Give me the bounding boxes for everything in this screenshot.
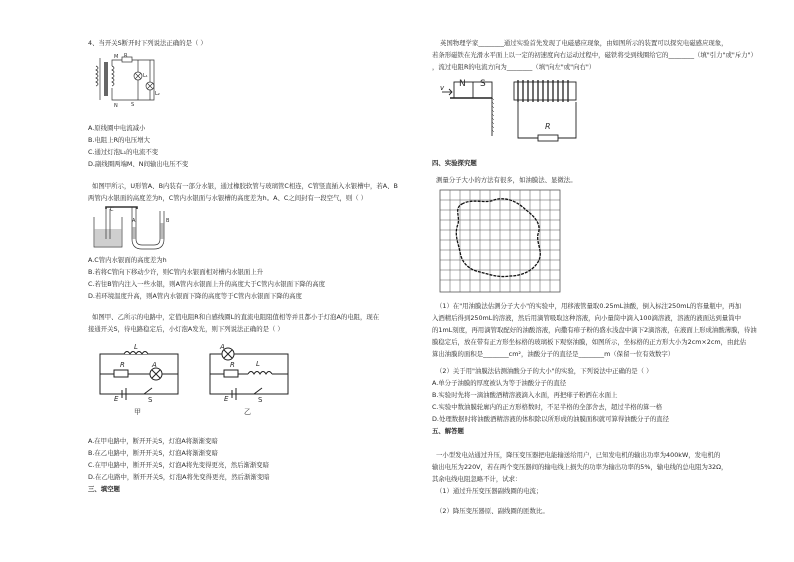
- fig-label-C: C: [110, 207, 114, 213]
- q4-stem: 4、当开关S断开时下列说法正确的是（ ）: [88, 39, 207, 47]
- fig-label-S: S: [131, 102, 135, 108]
- jia-label-L: L: [134, 343, 138, 351]
- section-5-heading: 五、解答题: [432, 427, 464, 435]
- oil-film-grid: [440, 190, 560, 292]
- q6-circuit-jia: [94, 344, 186, 404]
- q6-option-b: B.在乙电路中，断开开关S，灯泡A将渐渐变暗: [88, 449, 218, 457]
- exp1-line-2: 入酒精后得到250mL的溶液，然后用滴管吸取这种溶液，向小量筒中滴入100滴溶液，溶液的液面达到量筒中: [432, 314, 741, 322]
- fig-label-L1: L₁: [143, 73, 148, 79]
- problem-line-2: 输出电压为220V，若在两个变压器间的输电线上损失的功率为输出功率的5%，输电线的总电阻为32Ω，: [432, 463, 728, 471]
- problem-sub-2: （2）降压变压器原、副线圈的匝数比。: [436, 507, 549, 515]
- q4-transformer-figure: [92, 52, 162, 108]
- exp1-line-3: 的1mL刻度，再用滴管取配好的油酸溶液，向撒有痱子粉的盛水浅盘中滴下2滴溶液，在液面上形成油酸薄膜，待油: [432, 326, 757, 334]
- fill-line-1: 英国物理学家________通过实验首先发现了电磁感应现象，由如图所示的装置可以探究电磁感应现象，: [440, 39, 728, 47]
- problem-sub-1: （1）通过升压变压器副线圈的电流；: [436, 487, 543, 495]
- fig-label-v: v: [440, 84, 445, 92]
- q6-option-d: D.在乙电路中，断开开关S，灯泡A将先变得更亮，然后渐渐变暗: [88, 473, 270, 481]
- yi-label-L: L: [256, 360, 260, 368]
- q5-stem-line1: 如图甲所示，U形管A、B内装有一部分水银，通过橡胶软管与玻璃管C相连，C管竖直插入水银槽中，若A、B: [92, 182, 398, 190]
- q6-stem-line1: 如图甲、乙所示的电路中，定值电阻R和自感线圈L的直流电阻阻值相等并且都小于灯泡A的电阻，现在: [92, 313, 380, 321]
- q5-stem-line2: 两管内水银面的高度差为h，C管内水银面与水银槽的高度差为h。A、C之间封有一段空气，则（ ）: [88, 194, 368, 202]
- exp2-option-d: D.处理数据时将油酸酒精溶液的体积除以所形成的油膜面积就可算得油酸分子的直径: [432, 415, 670, 423]
- jia-label-A: A: [152, 361, 157, 369]
- jia-label-S: S: [148, 396, 153, 404]
- q5-option-a: A.C管内水银面的高度差为h: [88, 256, 167, 264]
- fig-label-R: R: [124, 53, 128, 59]
- exp1-line-4: 膜稳定后，放在带有正方形坐标格的玻璃板下观察油膜，如图所示，坐标格的正方形大小为2cm×2cm，由此估: [432, 338, 747, 346]
- q5-u-tube-figure: [92, 205, 192, 251]
- exp2-option-b: B.实验时先将一滴油酸酒精溶液滴入水面，再把痱子粉洒在水面上: [432, 391, 618, 399]
- jia-label-R: R: [120, 361, 125, 369]
- fig-label-magnet-N: N: [459, 79, 466, 89]
- problem-line-3: 其余电线电阻忽略不计，试求：: [432, 475, 522, 483]
- fill-line-3: ，流过电阻R的电流方向为________（填"向左"或"向右"）: [432, 63, 596, 71]
- experiment-intro: 测量分子大小的方法有很多，如油膜法、显微法。: [436, 176, 577, 184]
- fig-label-M: M: [114, 54, 119, 60]
- fig-label-magnet-S: S: [480, 79, 486, 89]
- jia-label-E: E: [114, 395, 119, 403]
- fig-label-B: B: [166, 218, 170, 224]
- exp1-line-1: （1）在"用油膜法估测分子大小"的实验中，用移液管量取0.25mL油酸，倒入标注250mL的容量瓶中，再加: [436, 302, 742, 310]
- fig-label-resistor-R: R: [545, 122, 551, 131]
- fig-label-N: N: [114, 103, 118, 109]
- yi-label-A: A: [220, 343, 225, 351]
- section-4-heading: 四、实验探究题: [432, 159, 477, 167]
- q6-option-c: C.在甲电路中，断开开关S，灯泡A将先变得更亮，然后渐渐变暗: [88, 461, 270, 469]
- q4-option-c: C.通过灯泡L₁的电流不变: [88, 148, 159, 156]
- exp1-line-5: 算出油膜的面积是________cm²，油酸分子的直径是________m（保留一位有效数字）: [432, 350, 675, 358]
- exp2-stem: （2）关于用"油膜法估测油酸分子的大小"的实验，下列说法中正确的是（ ）: [436, 367, 653, 375]
- exp2-option-c: C.实验中数油膜轮廓内的正方形格数时，不足半格的全部舍去，超过半格的算一格: [432, 403, 663, 411]
- q5-option-b: B.若将C管向下移动少许，则C管内水银面相对槽内水银面上升: [88, 268, 264, 276]
- q5-option-d: D.若环境温度升高，则A管内水银面下降的高度等于C管内水银面下降的高度: [88, 292, 302, 300]
- q4-option-d: D.副线圈两端M、N间输出电压不变: [88, 160, 189, 168]
- fill-line-2: 若条形磁铁在光滑水平面上以一定的初速度向右运动过程中，磁铁将受到线圈给它的________（填"引力"或"斥力"）: [432, 51, 757, 59]
- jia-caption: 甲: [134, 408, 141, 416]
- q6-option-a: A.在甲电路中，断开开关S，灯泡A将渐渐变暗: [88, 437, 218, 445]
- section-3-heading: 三、填空题: [88, 485, 120, 493]
- exp2-option-a: A.单分子油膜的厚度被认为等于油酸分子的直径: [432, 379, 567, 387]
- fig-label-L2: L₂: [155, 91, 160, 97]
- yi-label-S: S: [258, 396, 263, 404]
- q4-option-a: A.原线圈中电流减小: [88, 124, 146, 132]
- fig-label-A: A: [132, 218, 136, 224]
- q6-stem-line2: 接通开关S，待电路稳定后，小灯泡A发光，则下列说法正确的是（ ）: [88, 325, 284, 333]
- q6-circuit-yi: [204, 344, 296, 404]
- q5-option-c: C.若往B管内注入一些水银，则A管内水银面上升的高度大于C管内水银面下降的高度: [88, 280, 325, 288]
- problem-line-1: 一小型发电站通过升压，降压变压器把电能输送给用户，已知发电机的输出功率为400kW，发电机的: [436, 451, 721, 459]
- yi-caption: 乙: [244, 408, 251, 416]
- yi-label-R: R: [230, 361, 235, 369]
- yi-label-E: E: [224, 395, 229, 403]
- q4-option-b: B.电阻上R的电压增大: [88, 136, 150, 144]
